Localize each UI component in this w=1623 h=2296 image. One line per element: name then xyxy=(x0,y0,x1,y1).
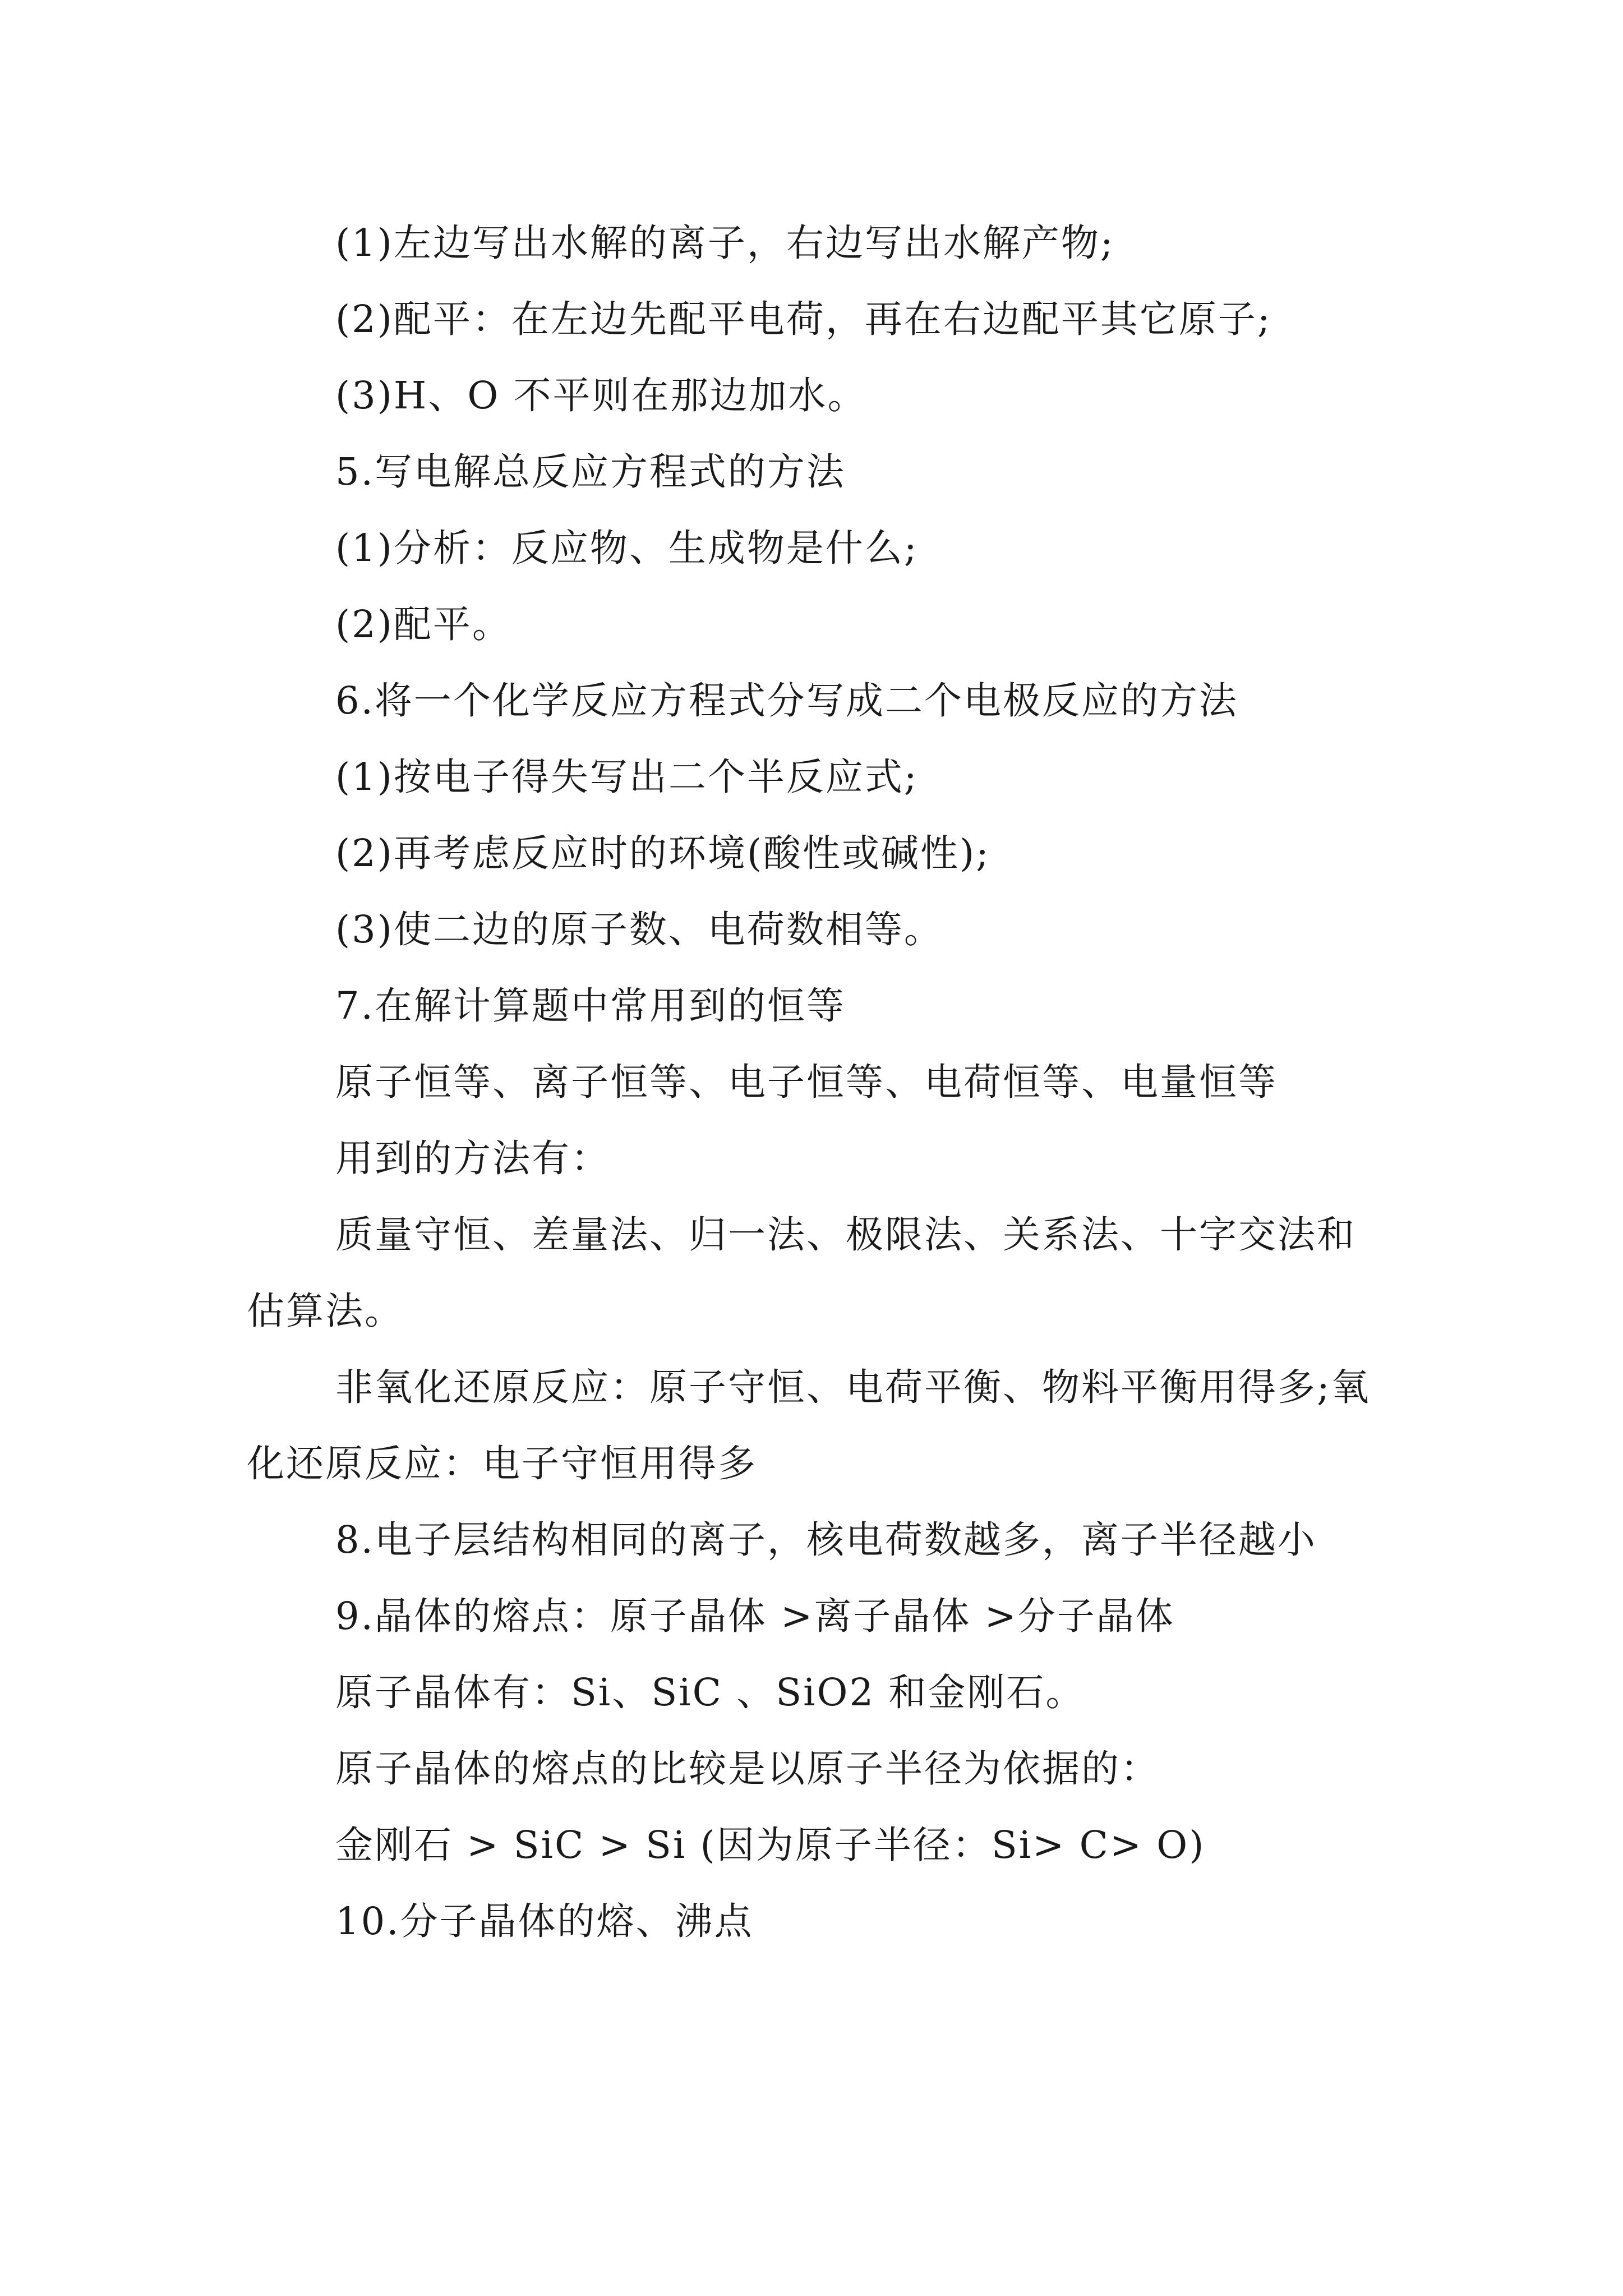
text-line-hydrolysis-step-1: (1)左边写出水解的离子，右边写出水解产物; xyxy=(335,221,1115,265)
text-line-electrolysis-step-1: (1)分析：反应物、生成物是什么; xyxy=(335,526,919,570)
text-line-hydrolysis-step-3: (3)H、O 不平则在那边加水。 xyxy=(335,374,867,417)
section-heading-10: 10.分子晶体的熔、沸点 xyxy=(335,1899,754,1943)
section-heading-5: 5.写电解总反应方程式的方法 xyxy=(335,450,846,494)
section-heading-9: 9.晶体的熔点：原子晶体 >离子晶体 >分子晶体 xyxy=(335,1594,1175,1638)
text-line-melting-order: 金刚石 > SiC > Si (因为原子半径：Si> C> O) xyxy=(335,1823,1206,1867)
paragraph-methods-list: 质量守恒、差量法、归一法、极限法、关系法、十字交法和估算法。 xyxy=(247,1213,1356,1333)
text-line-electrode-step-2: (2)再考虑反应时的环境(酸性或碱性); xyxy=(335,831,990,875)
text-line-hydrolysis-step-2: (2)配平：在左边先配平电荷，再在右边配平其它原子; xyxy=(335,297,1272,341)
section-heading-6: 6.将一个化学反应方程式分写成二个电极反应的方法 xyxy=(335,679,1238,723)
section-heading-8: 8.电子层结构相同的离子，核电荷数越多，离子半径越小 xyxy=(335,1518,1317,1562)
text-line-atomic-crystals: 原子晶体有：Si、SiC 、SiO2 和金刚石。 xyxy=(335,1671,1085,1714)
paragraph-redox-conservation: 非氧化还原反应：原子守恒、电荷平衡、物料平衡用得多;氧化还原反应：电子守恒用得多 xyxy=(247,1365,1371,1485)
text-line-electrode-step-3: (3)使二边的原子数、电荷数相等。 xyxy=(335,908,943,951)
text-line-electrode-step-1: (1)按电子得失写出二个半反应式; xyxy=(335,755,919,799)
section-heading-7: 7.在解计算题中常用到的恒等 xyxy=(335,984,846,1028)
text-line-electrolysis-step-2: (2)配平。 xyxy=(335,602,511,646)
text-line-methods-intro: 用到的方法有： xyxy=(335,1137,610,1180)
document-body xyxy=(247,205,1391,1959)
text-line-melting-comparison-basis: 原子晶体的熔点的比较是以原子半径为依据的： xyxy=(335,1747,1160,1791)
text-line-conservation-types: 原子恒等、离子恒等、电子恒等、电荷恒等、电量恒等 xyxy=(335,1060,1278,1104)
